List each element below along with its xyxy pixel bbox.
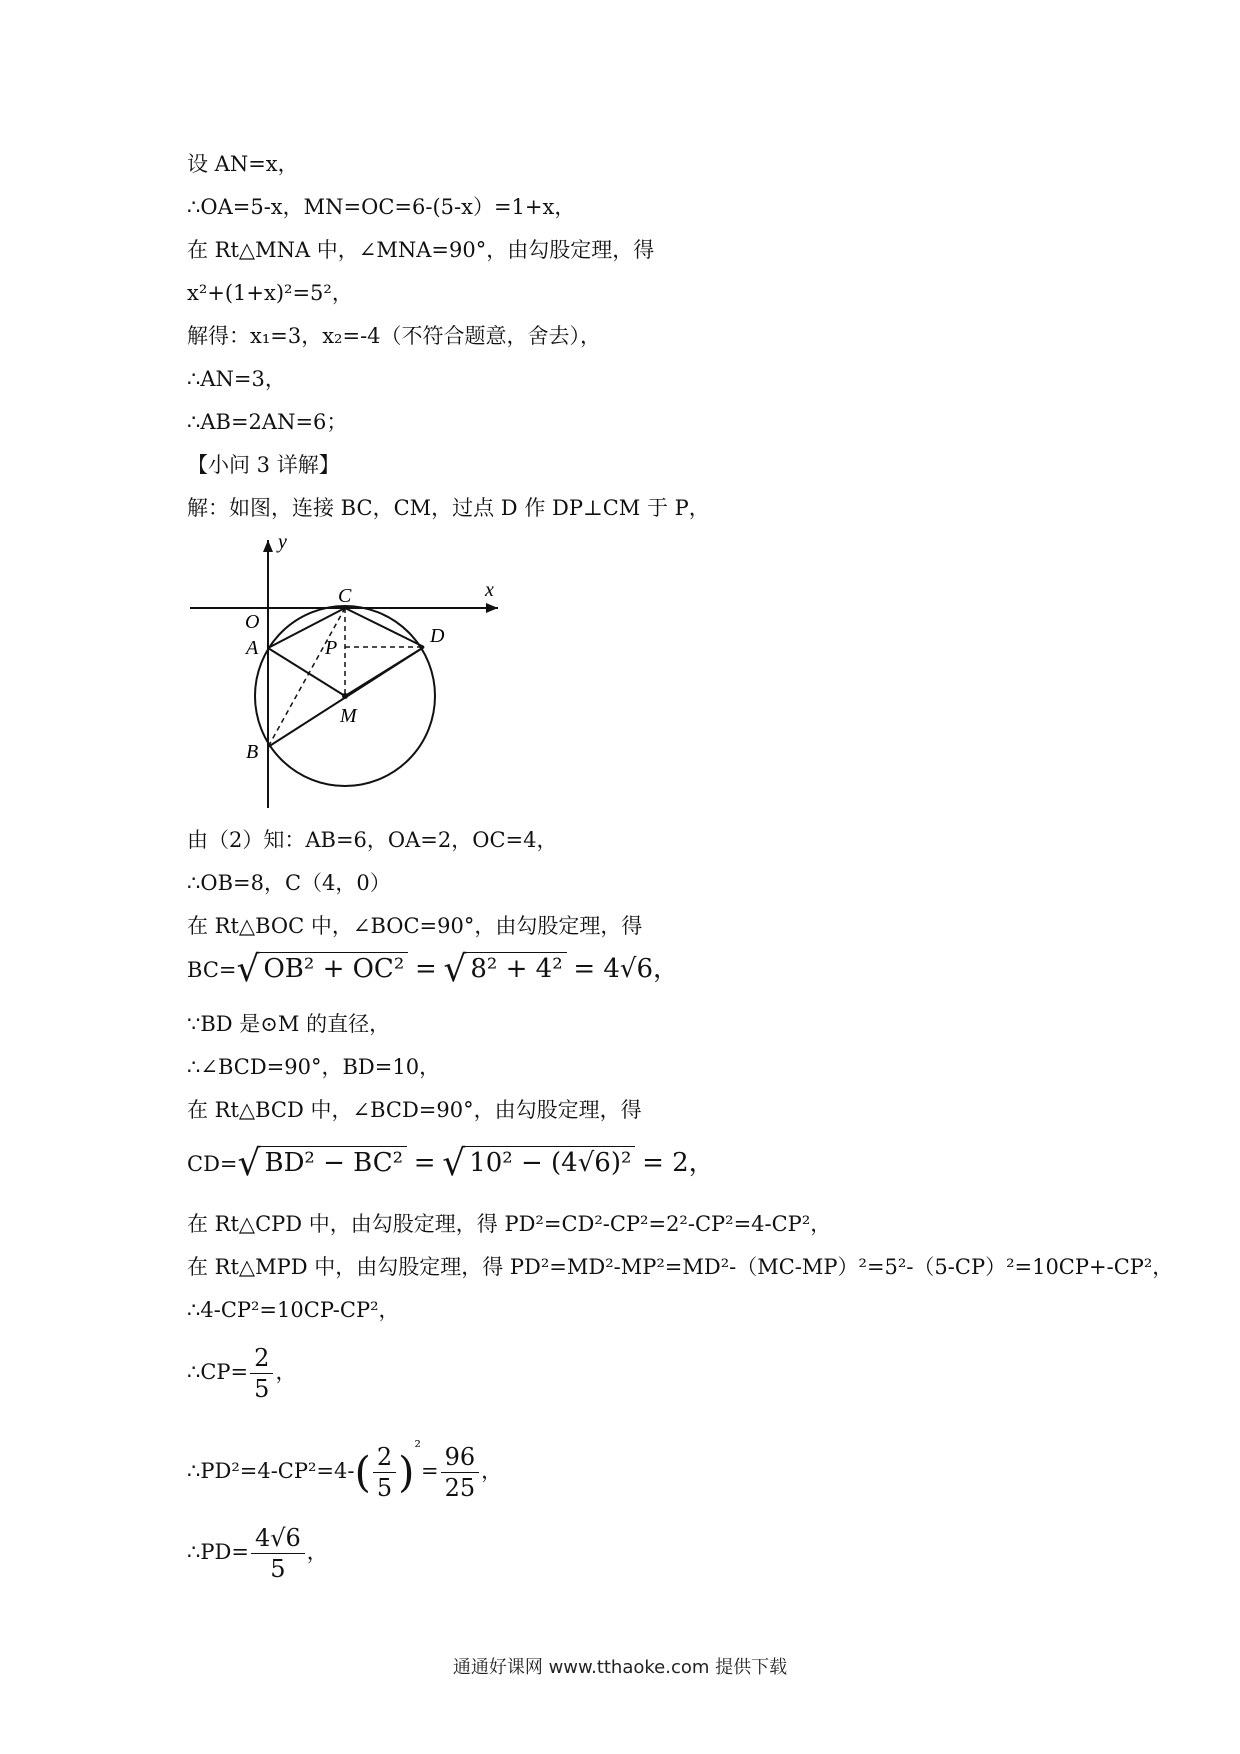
fraction-cp [250, 1343, 273, 1404]
text-line-10: 由（2）知：AB=6，OA=2，OC=4， [187, 828, 558, 852]
fraction-pd-num: 4√6 [251, 1523, 305, 1554]
formula-pd2-eq: = [420, 1459, 439, 1483]
section-heading: 【小问 3 详解】 [187, 453, 340, 477]
text-line-2: ∴OA=5-x，MN=OC=6-(5-x）=1+x， [187, 195, 576, 219]
formula-cp-suffix: ， [275, 1360, 297, 1384]
formula-bc-prefix: BC= [187, 958, 237, 982]
formula-bc-result: = 4√6， [573, 954, 680, 984]
label-p: P [325, 637, 338, 659]
fraction-cp-den: 5 [254, 1375, 270, 1403]
label-c: C [338, 585, 352, 607]
geometry-diagram [180, 528, 520, 818]
text-line-12: 在 Rt△BOC 中，∠BOC=90°，由勾股定理，得 [187, 914, 643, 938]
fraction-pd2-num: 96 [441, 1442, 480, 1473]
text-line-18: ∴4-CP²=10CP-CP²， [187, 1298, 400, 1322]
formula-bc-rad2: 8² + 4² [466, 952, 566, 985]
fraction-pd2 [441, 1442, 480, 1503]
formula-cp [187, 1343, 296, 1404]
sqrt-icon: √ [237, 1143, 261, 1184]
formula-cd-result: = 2， [642, 1148, 715, 1178]
text-line-11: ∴OB=8，C（4，0） [187, 871, 391, 895]
formula-pd2-exp: ² [414, 1437, 421, 1456]
text-line-13: ∵BD 是⊙M 的直径， [187, 1012, 391, 1036]
page-footer: 通通好课网 www.tthaoke.com 提供下载 [452, 1657, 788, 1678]
formula-bc-eq1: = [414, 954, 437, 984]
label-d: D [430, 625, 445, 647]
sqrt-icon: √ [443, 949, 467, 990]
fraction-pd2-paren-den: 5 [376, 1474, 393, 1502]
label-m: M [340, 705, 357, 727]
fraction-pd-den: 5 [270, 1555, 286, 1583]
text-line-14: ∴∠BCD=90°，BD=10， [187, 1055, 441, 1079]
sqrt-icon: √ [236, 949, 260, 990]
text-line-5: 解得：x₁=3，x₂=-4（不符合题意，舍去）， [187, 324, 602, 348]
formula-cp-prefix: ∴CP= [187, 1360, 249, 1384]
fraction-cp-num: 2 [250, 1343, 273, 1374]
text-line-16: 在 Rt△CPD 中，由勾股定理，得 PD²=CD²-CP²=2²-CP²=4-CP²， [187, 1212, 832, 1236]
formula-pd2-suffix: ， [481, 1459, 503, 1483]
text-line-15: 在 Rt△BCD 中，∠BCD=90°，由勾股定理，得 [187, 1098, 642, 1122]
y-axis-arrow [263, 540, 273, 552]
fraction-pd2-paren-num: 2 [373, 1442, 396, 1473]
formula-pd2-prefix: ∴PD²=4-CP²=4- [187, 1459, 355, 1483]
text-line-7: ∴AB=2AN=6； [187, 410, 348, 434]
fraction-pd2-paren [373, 1442, 396, 1503]
formula-pd2: ∴PD²=4-CP²=4-( $\frac{2}{5}$ )$^{^2}$= $\frac{96}{25}$ ， [187, 1437, 503, 1502]
label-o: O [245, 611, 260, 633]
label-a: A [246, 637, 259, 659]
text-line-9: 解：如图，连接 BC，CM，过点 D 作 DP⊥CM 于 P， [187, 496, 710, 520]
text-line-1: 设 AN=x， [187, 152, 299, 176]
formula-bc-rad1: OB² + OC² [259, 952, 408, 985]
formula-pd-prefix: ∴PD= [187, 1540, 249, 1564]
formula-cd-eq1: = [413, 1148, 436, 1178]
center-point [342, 693, 348, 699]
fraction-pd2-den: 25 [444, 1474, 476, 1502]
formula-pd [187, 1523, 328, 1584]
label-y: y [278, 531, 287, 553]
text-line-17: 在 Rt△MPD 中，由勾股定理，得 PD²=MD²-MP²=MD²-（MC-MP）²=5²-（5-CP）²=10CP+-CP²， [187, 1255, 1174, 1279]
sqrt-icon: √ [442, 1143, 466, 1184]
formula-cd-rad1: BD² − BC² [260, 1146, 407, 1179]
formula-bc [187, 949, 680, 990]
formula-cd-prefix: CD= [187, 1152, 238, 1176]
formula-cd [187, 1143, 715, 1184]
formula-pd-suffix: ， [306, 1540, 328, 1564]
text-line-3: 在 Rt△MNA 中，∠MNA=90°，由勾股定理，得 [187, 238, 655, 262]
text-line-6: ∴AN=3， [187, 367, 286, 391]
fraction-pd [251, 1523, 305, 1584]
formula-cd-rad2: 10² − (4√6)² [465, 1146, 635, 1179]
label-x: x [485, 579, 494, 601]
text-line-4: x²+(1+x)²=5²， [187, 281, 353, 305]
segment-cd [345, 608, 424, 647]
label-b: B [246, 741, 259, 763]
x-axis-arrow [486, 603, 498, 613]
